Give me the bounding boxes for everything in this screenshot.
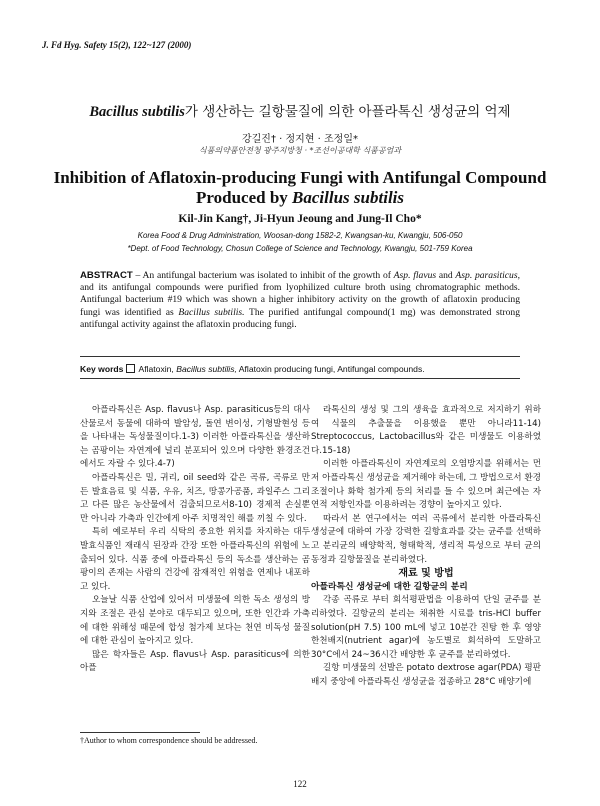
korean-authors: 강길진† · 정지현 · 조정일* [241,134,358,145]
subsection-heading: 아플라톡신 생성균에 대한 길항균의 분리 [311,581,468,592]
journal-reference: J. Fd Hyg. Safety 15(2), 122~127 (2000) [42,40,192,50]
keywords: Key words Aflatoxin, Bacillus subtilis, Aflatoxin producing fungi, Antifungal compounds. [80,364,425,374]
english-title-line2: Produced by Bacillus subtilis [196,188,404,207]
paragraph: 따라서 본 연구에서는 여러 곡류에서 분리한 아플라톡신 생성균에 대하여 가장 강력한 길항효과를 갖는 균주를 선택하고 분리균의 배양학적, 형태학적, 생리적 특성으로 부터 균의 동정과 길항물질을 분리하였다. [311,513,541,565]
section-heading: 재료 및 방법 [398,568,454,580]
paragraph: 각종 곡류로 부터 회석평판법을 이용하여 단일 균주를 분리하였다. 길항균의 분리는 채취한 시료를 tris-HCl buffer solution(pH 7.5) 100 mL에 넣고 10분간 진탕 한 후 영양한천배지(nutrient agar)에 농도별로 회석하여 도말하고 30°C에서 24~36시간 배양한 후 균주를 분리하였다. [311,595,541,660]
paragraph: 특히 예로부터 우리 식탁의 중요한 위치를 차지하는 대두발효식품인 재래식 된장과 간장 또한 아플라톡신의 위험에 노출되어 있다. 식품 중에 아플라톡신 등의 독소를 생산하는 곰팡이의 존재는 사람의 건강에 잠재적인 위험을 연제나 내포하고 있다. [80,527,310,592]
paragraph: 아플라톡신은 Asp. flavus나 Asp. parasiticus등의 대사산물로서 동물에 대하여 발암성, 돌연 변이성, 기형발현성 등을 나타내는 독성물질이다.1-3) 이러한 아플라톡신을 생산하는 곰팡이는 자연계에 널리 분포되어 있으며 다양한 환경조건에서도 자랄 수 있다.4-7) [80,405,310,470]
korean-title-species: Bacillus subtilis [89,104,185,120]
paragraph: 많은 학자들은 Asp. flavus나 Asp. parasiticus에 의한 아플 [80,649,310,674]
paragraph: 길항 미생물의 선발은 potato dextrose agar(PDA) 평판배지 중앙에 아플라톡신 생성균을 접종하고 28°C 배양기에 [311,663,541,687]
paragraph: 아플라톡신은 밀, 귀리, oil seed와 같은 곡류, 곡류로 만든 발효음료 및 식품, 우유, 치즈, 땅콩가공품, 과일주스 그리고 다른 많은 농산물에서 검출되므로서8-10) 경제적 손실뿐만 아니라 가축과 인간에게 아주 치명적인 해를 끼칠 수 있다. [80,472,310,524]
column-right [311,404,541,689]
english-title [0,168,600,208]
abstract-rule-bottom [80,378,520,379]
paragraph: 이러한 아플라톡신이 자연계로의 오염방지를 위해서는 먼저 아플라톡신 생성균을 제거해야 하는데, 그 방법으로서 환경조절이나 화학 첨가제 등의 처리를 들 수 있으며 최근에는 자연적 저항인자를 이용하려는 경향이 높아지고 있다. [311,459,541,511]
korean-title [0,100,600,121]
checkbox-icon [126,364,135,373]
korean-affiliation: 식품의약품안전청 광주지방청 · *조선이공대학 식품공업과 [198,146,402,155]
paragraph: 오늘날 식품 산업에 있어서 미생물에 의한 독소 생성의 방지와 조절은 관심 분야로 대두되고 있으며, 또한 인간과 가축에 대한 위해성 때문에 합성 첨가제 보다는 천연 비독성 물질에 대한 관심이 높아지고 있다. [80,595,310,647]
english-affiliation-1: Korea Food & Drug Administration, Woosan-dong 1582-2, Kwangsan-ku, Kwangju, 506-050 [137,231,463,240]
footnote: †Author to whom correspondence should be addressed. [80,736,258,745]
english-title-line1: Inhibition of Aflatoxin-producing Fungi with Antifungal Compound [53,168,547,187]
keywords-label: Key words [80,364,124,374]
column-left [80,404,310,676]
footnote-rule [80,732,200,733]
abstract-rule-top [80,356,520,357]
page-number: 122 [293,779,307,789]
korean-title-text: 가 생산하는 길항물질에 의한 아플라톡신 생성균의 억제 [184,104,511,120]
english-authors: Kil-Jin Kang†, Ji-Hyun Jeoung and Jung-Il Cho* [178,213,422,225]
paragraph: 라톡신의 생성 및 그의 생육을 효과적으로 저지하기 위하여 식물의 추출물을 이용했을 뿐만 아니라11-14) Streptococcus, Lactobacillus와 같은 미생물도 이용하였다.15-18) [311,405,541,456]
abstract: ABSTRACT – An antifungal bacterium was isolated to inhibit of the growth of Asp. flavus and Asp. parasiticus, and its antifungal compounds were purified from lyophilized culture broth using chromatographic methods. Antifungal bacterium #19 which was shown a higher inhibitory activity on the growth of aflatoxin producing fungi was identified as Bacillus subtilis. The purified antifungal compound(1 mg) was demonstrated strong antifungal activity against the aflatoxin producing fungi. [80,270,520,330]
english-affiliation-2: *Dept. of Food Technology, Chosun College of Science and Technology, Kwangju, 501-759 Korea [127,244,473,253]
abstract-label: ABSTRACT [80,270,133,281]
english-title-species: Bacillus subtilis [292,188,404,207]
